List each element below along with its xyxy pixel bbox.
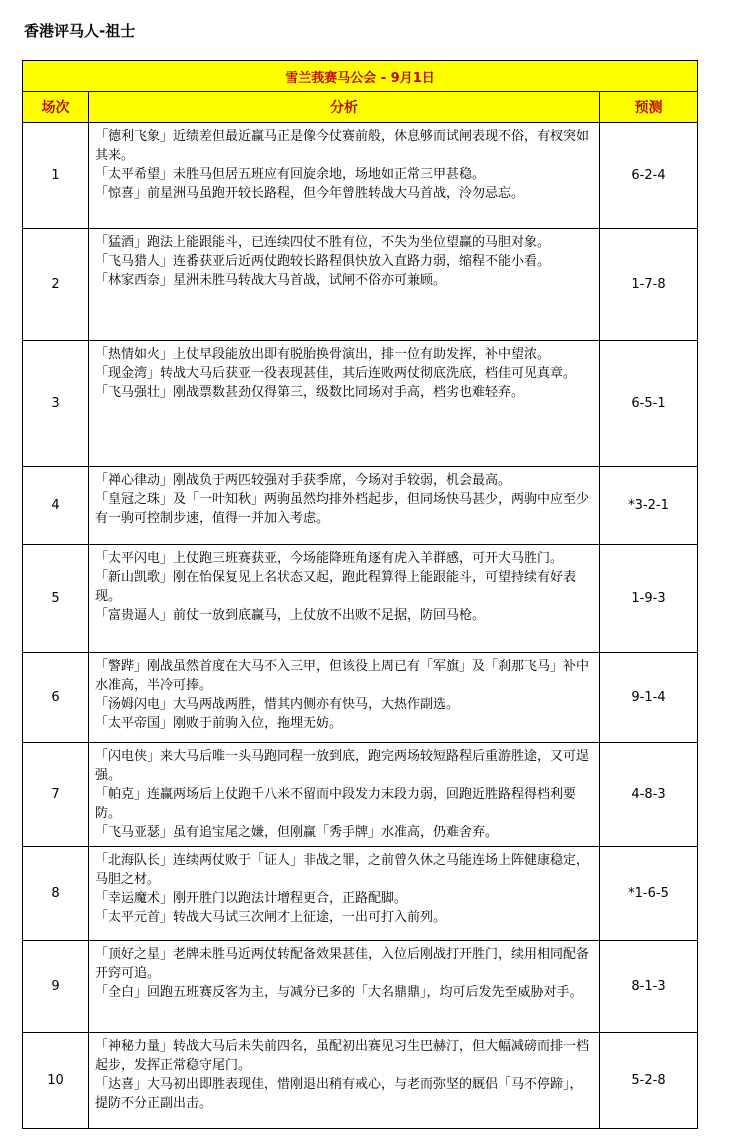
race-number: 8	[23, 847, 89, 941]
race-number: 3	[23, 341, 89, 467]
table-body	[23, 123, 698, 1129]
analysis-line: 「顶好之星」老牌未胜马近两仗转配备效果甚佳，入位后刚战打开胜门，续用相同配备开窍可追。	[95, 947, 590, 981]
analysis-line: 「皇冠之珠」及「一叶知秋」两驹虽然均排外档起步，但同场快马甚少，两驹中应至少有一驹可控制步速，值得一并加入考虑。	[95, 492, 590, 526]
race-prediction: 4-8-3	[599, 743, 697, 847]
analysis-line: 「飞马强壮」刚战票数甚劲仅得第三，级数比同场对手高，档劣也难轻弃。	[95, 385, 525, 400]
table-row	[23, 229, 698, 341]
analysis-line: 「太平元首」转战大马试三次闸才上征途，一出可打入前列。	[95, 910, 447, 925]
race-analysis	[89, 467, 600, 545]
analysis-line: 「神秘力量」转战大马后未失前四名，虽配初出赛见习生巴赫汀，但大幅减磅而排一档起步，发挥正常稳守尾门。	[95, 1039, 590, 1073]
analysis-line: 「帕克」连赢两场后上仗跑千八米不留而中段发力末段力弱，回跑近胜路程得档利要防。	[95, 787, 577, 821]
race-number: 9	[23, 941, 89, 1033]
race-analysis	[89, 341, 600, 467]
race-analysis	[89, 1033, 600, 1129]
race-prediction: 1-7-8	[599, 229, 697, 341]
table-row	[23, 123, 698, 229]
analysis-line: 「林家西奈」星洲未胜马转战大马首战，试闸不俗亦可兼顾。	[95, 273, 447, 288]
analysis-line: 「达喜」大马初出即胜表现佳，惜刚退出稍有戒心，与老而弥坚的厩侣「马不停蹄」，提防不分正副出击。	[95, 1077, 583, 1111]
header-prediction: 预测	[599, 92, 697, 123]
race-number: 5	[23, 545, 89, 653]
analysis-line: 「热情如火」上仗早段能放出即有脱胎换骨演出，排一位有助发挥，补中望浓。	[95, 347, 551, 362]
table-row	[23, 1033, 698, 1129]
table-row	[23, 847, 698, 941]
header-analysis: 分析	[89, 92, 600, 123]
analysis-line: 「惊喜」前星洲马虽跑开较长路程，但今年曾胜转战大马首战，泠勿忌忘。	[95, 186, 525, 201]
table-row	[23, 467, 698, 545]
table-row	[23, 743, 698, 847]
race-number: 2	[23, 229, 89, 341]
race-prediction: 8-1-3	[599, 941, 697, 1033]
table-header-row	[23, 92, 698, 123]
analysis-line: 「禅心律动」刚战负于两匹较强对手获季席，今场对手较弱，机会最高。	[95, 473, 512, 488]
analysis-line: 「太平闪电」上仗跑三班赛获亚，今场能降班角逐有虎入羊群感，可开大马胜门。	[95, 551, 564, 566]
race-prediction: 9-1-4	[599, 653, 697, 743]
race-prediction: *3-2-1	[599, 467, 697, 545]
race-number: 7	[23, 743, 89, 847]
race-number: 1	[23, 123, 89, 229]
race-prediction: 1-9-3	[599, 545, 697, 653]
table-row	[23, 941, 698, 1033]
race-prediction: 6-5-1	[599, 341, 697, 467]
race-analysis-table	[22, 60, 698, 1129]
analysis-line: 「飞马亚瑟」虽有追宝尾之嫌，但刚赢「秀手牌」水准高，仍难舍弃。	[95, 825, 499, 840]
analysis-line: 「富贵逼人」前仗一放到底赢马，上仗放不出败不足据，防回马枪。	[95, 608, 486, 623]
header-race: 场次	[23, 92, 89, 123]
analysis-line: 「飞马猎人」连番获亚后近两仗跑较长路程俱快放入直路力弱，缩程不能小看。	[95, 254, 551, 269]
race-prediction: 6-2-4	[599, 123, 697, 229]
table-row	[23, 653, 698, 743]
race-analysis	[89, 941, 600, 1033]
analysis-line: 「闪电侠」来大马后唯一头马跑同程一放到底，跑完两场较短路程后重游胜途，又可逞强。	[95, 749, 590, 783]
race-prediction: 5-2-8	[599, 1033, 697, 1129]
table-row	[23, 545, 698, 653]
document-title: 香港评马人-祖士	[24, 22, 136, 40]
race-number: 10	[23, 1033, 89, 1129]
race-analysis	[89, 847, 600, 941]
analysis-line: 「幸运魔术」刚开胜门以跑法计增程更合，正路配脚。	[95, 891, 408, 906]
race-prediction: *1-6-5	[599, 847, 697, 941]
race-analysis	[89, 653, 600, 743]
table-row	[23, 341, 698, 467]
analysis-line: 「太平帝国」刚败于前驹入位，拖埋无妨。	[95, 716, 343, 731]
race-number: 4	[23, 467, 89, 545]
meeting-banner: 雪兰莪赛马公会 - 9月1日	[23, 61, 698, 92]
analysis-line: 「全白」回跑五班赛反客为主，与减分已多的「大名鼎鼎」，均可后发先至威胁对手。	[95, 985, 583, 1000]
analysis-line: 「太平希望」未胜马但居五班应有回旋余地，场地如正常三甲甚稳。	[95, 167, 486, 182]
analysis-line: 「警跸」刚战虽然首度在大马不入三甲，但该役上周已有「军旗」及「刹那飞马」补中水准高，半冷可捧。	[95, 659, 590, 693]
analysis-line: 「新山凯歌」刚在怡保复见上名状态又起，跑此程算得上能跟能斗，可望持续有好表现。	[95, 570, 577, 604]
analysis-line: 「猛酒」跑法上能跟能斗，已连续四仗不胜有位，不失为坐位望赢的马胆对象。	[95, 235, 551, 250]
race-analysis	[89, 229, 600, 341]
analysis-line: 「汤姆闪电」大马两战两胜，惜其内侧亦有快马，大热作副选。	[95, 697, 460, 712]
race-analysis	[89, 545, 600, 653]
race-analysis	[89, 743, 600, 847]
analysis-line: 「德利飞象」近绩差但最近赢马正是像今仗赛前般，休息够而试闸表现不俗，有杈突如其来。	[95, 129, 590, 163]
analysis-line: 「现金湾」转战大马后获亚一役表现甚佳，其后连败两仗彻底洗底，档佳可见真章。	[95, 366, 577, 381]
table-banner-row	[23, 61, 698, 92]
race-number: 6	[23, 653, 89, 743]
race-analysis	[89, 123, 600, 229]
analysis-line: 「北海队长」连续两仗败于「证人」非战之罪，之前曾久休之马能连场上阵健康稳定，马胆之材。	[95, 853, 590, 887]
